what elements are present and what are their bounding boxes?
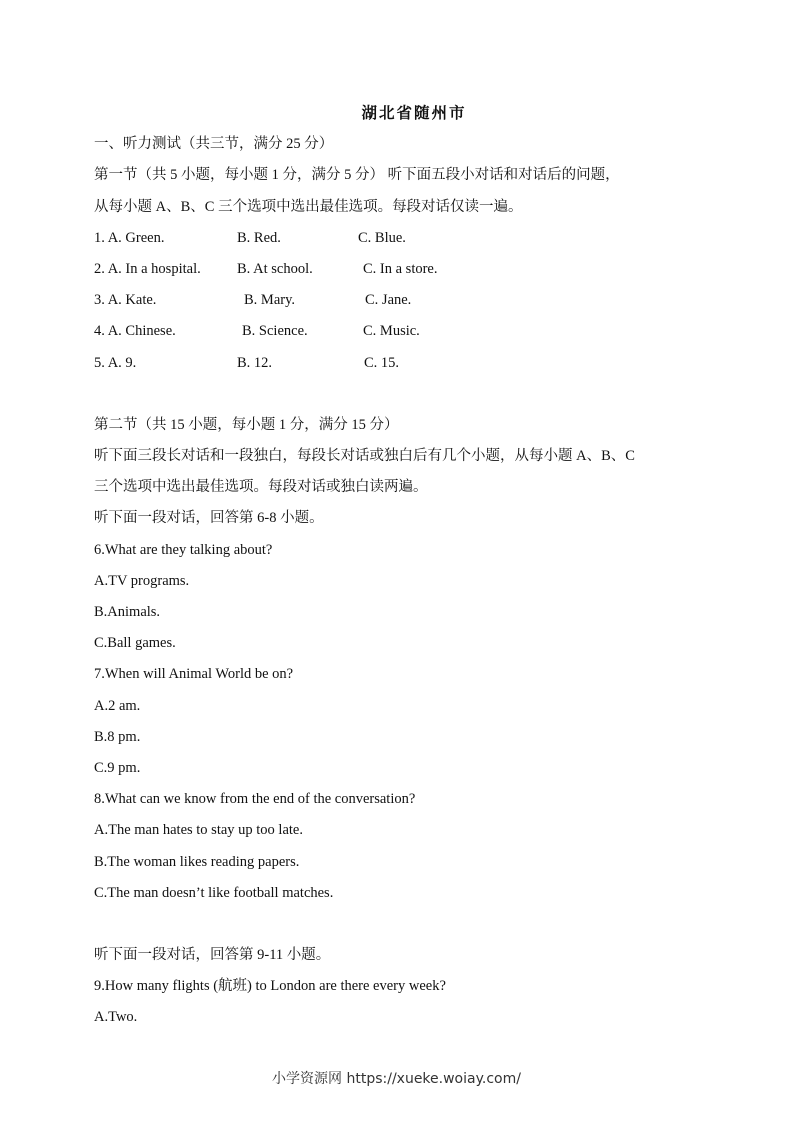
part2-heading: 第二节（共 15 小题，每小题 1 分，满分 15 分） xyxy=(94,416,399,433)
section-heading: 一、听力测试（共三节，满分 25 分） xyxy=(94,136,334,153)
question-row xyxy=(94,316,714,347)
question-text: 9.How many flights (航班) to London are there every week? xyxy=(94,978,446,995)
question-text: 7.When will Animal World be on? xyxy=(94,666,294,683)
option-a: 2. A. In a hospital. xyxy=(94,260,201,277)
question-text: 6.What are they talking about? xyxy=(94,541,273,558)
option-text: A.Two. xyxy=(94,1009,138,1026)
option-text: B.Animals. xyxy=(94,604,161,620)
dialogue-instruction: 听下面一段对话，回答第 6-8 小题。 xyxy=(94,510,324,527)
option-c: C. In a store. xyxy=(363,260,438,277)
option-c: C. Blue. xyxy=(358,229,406,246)
part1-intro: 第一节（共 5 小题，每小题 1 分，满分 5 分） 听下面五段小对话和对话后的问题， xyxy=(94,167,620,184)
question-row xyxy=(94,254,714,285)
dialogue-instruction: 听下面一段对话，回答第 9-11 小题。 xyxy=(94,947,331,964)
option-a: 4. A. Chinese. xyxy=(94,323,176,340)
question-row xyxy=(94,348,714,379)
option-text: C.9 pm. xyxy=(94,759,141,776)
footer-watermark: 小学资源网 https://xueke.woiay.com/ xyxy=(272,1071,521,1087)
option-text: A.The man hates to stay up too late. xyxy=(94,822,303,839)
question-text: 8.What can we know from the end of the conversation? xyxy=(94,791,416,808)
question-row xyxy=(94,285,714,316)
part1-intro: 从每小题 A、B、C 三个选项中选出最佳选项。每段对话仅读一遍。 xyxy=(94,198,523,215)
option-text: A.2 am. xyxy=(94,697,141,714)
option-text: B.The woman likes reading papers. xyxy=(94,853,300,870)
option-b: B. Mary. xyxy=(244,292,296,309)
option-c: C. Jane. xyxy=(365,292,412,309)
question-row xyxy=(94,223,714,254)
option-b: B. Red. xyxy=(237,229,281,246)
option-text: A.TV programs. xyxy=(94,572,190,589)
option-text: B.8 pm. xyxy=(94,728,141,745)
option-text: C.Ball games. xyxy=(94,635,176,652)
option-text: C.The man doesn’t like football matches. xyxy=(94,884,334,901)
option-a: 3. A. Kate. xyxy=(94,292,157,309)
option-c: C. Music. xyxy=(363,323,420,340)
document-page xyxy=(94,98,714,1034)
part2-intro: 三个选项中选出最佳选项。每段对话或独白读两遍。 xyxy=(94,479,428,496)
document-title: 湖北省随州市 xyxy=(361,105,467,122)
option-c: C. 15. xyxy=(364,354,400,371)
option-b: B. At school. xyxy=(237,260,313,277)
part2-intro: 听下面三段长对话和一段独白，每段长对话或独白后有几个小题，从每小题 A、B、C xyxy=(94,448,635,465)
option-b: B. Science. xyxy=(242,323,308,340)
option-a: 5. A. 9. xyxy=(94,354,137,371)
option-a: 1. A. Green. xyxy=(94,229,165,246)
option-b: B. 12. xyxy=(237,354,273,371)
